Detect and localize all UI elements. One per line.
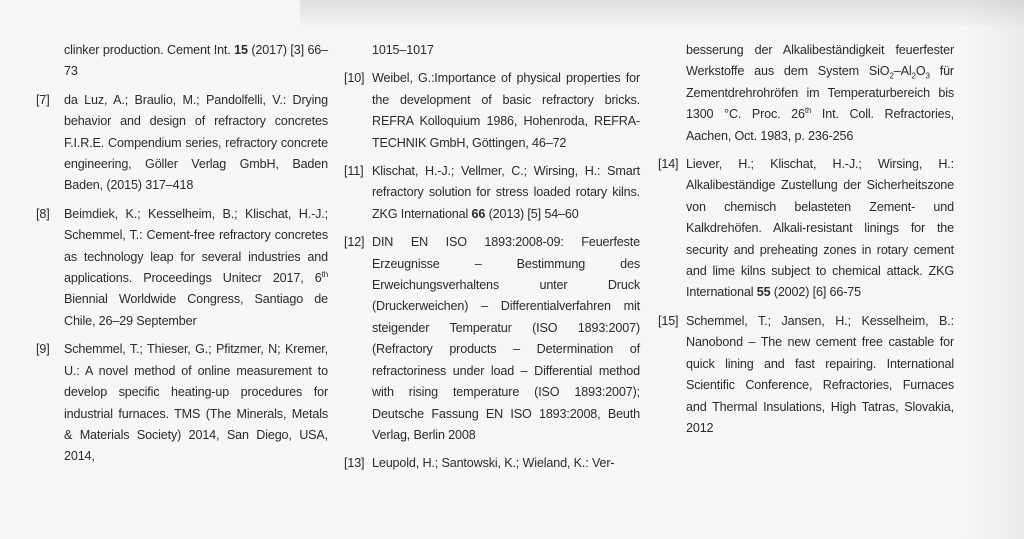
reference-text: Biennial Worldwide Congress, Santiago de Chile, 26–29 September <box>64 292 328 328</box>
reference-column <box>344 40 640 482</box>
reference-continuation <box>344 40 640 61</box>
reference-text: 3 <box>925 71 930 81</box>
reference-text: Schemmel, T.; Thieser, G.; Pfitzmer, N; Kremer, U.: A novel method of online measurement to develop specific heating-up procedures for industrial furnaces. TMS (The Minerals, Metals & Materials Society) 2014, San Diego, USA, 2014, <box>64 342 328 464</box>
reference-text: 2 <box>911 71 916 81</box>
reference-text: clinker production. Cement Int. <box>64 43 235 57</box>
reference-entry <box>344 68 640 154</box>
reference-text: Beimdiek, K.; Kesselheim, B.; Klischat, H.-J.; Schemmel, T.: Cement-free refractory concretes as technology leap for several industries and applications. Proceedings Unitecr 2017, 6 <box>64 206 328 286</box>
reference-text: (2002) [6] 66-75 <box>770 285 862 300</box>
reference-number: [10] <box>344 71 365 86</box>
reference-text: Weibel, G.:Importance of physical properties for the development of basic refractory bricks. REFRA Kolloquium 1986, Hohenroda, REFRA-TECHNIK GmbH, Göttingen, 46–72 <box>372 71 640 150</box>
reference-text: (2013) [5] 54–60 <box>485 206 579 221</box>
reference-number: [12] <box>344 235 365 250</box>
reference-text: DIN EN ISO 1893:2008-09: Feuerfeste Erzeugnisse – Bestimmung des Erweichungsverhaltens unter Druck (Druckerweichen) – Differentialverfahren mit steigender Temperatur (ISO 1893:2007) (Refractory products – Determination of refractoriness under load – Differential method with rising temperature (ISO 1893:2007); Deutsche Fassung EN ISO 1893:2008, Beuth Verlag, Berlin 2008 <box>372 235 640 442</box>
reference-number: [7] <box>36 92 50 107</box>
reference-continuation <box>658 40 954 147</box>
reference-text: 2 <box>889 71 894 81</box>
reference-text: th <box>321 269 328 279</box>
reference-text: Leupold, H.; Santowski, K.; Wieland, K.: Ver- <box>372 456 615 471</box>
reference-number: [14] <box>658 157 679 172</box>
reference-text: Schemmel, T.; Jansen, H.; Kesselheim, B.: Nanobond – The new cement free castable for quick lining and fast repairing. International Scientific Conference, Refractories, Furnaces and Thermal Insulations, High Tatras, Slovakia, 2012 <box>686 313 954 435</box>
show-through-shadow <box>300 0 1024 26</box>
reference-number: [8] <box>36 206 50 221</box>
reference-text: O <box>915 64 926 79</box>
reference-continuation <box>36 40 328 83</box>
reference-text: 15 <box>234 43 248 57</box>
reference-number: [13] <box>344 456 365 471</box>
reference-text: (2017) [3] 66–73 <box>64 43 328 79</box>
reference-entry <box>36 204 328 332</box>
reference-entry <box>344 453 640 474</box>
reference-number: [11] <box>344 164 364 179</box>
reference-text: besserung der Alkalibeständigkeit feuerfester Werkstoffe aus dem System SiO <box>686 43 954 79</box>
reference-entry <box>36 90 328 197</box>
reference-number: [9] <box>36 342 50 357</box>
page-edge-shadow <box>964 0 1024 539</box>
reference-text: da Luz, A.; Braulio, M.; Pandolfelli, V.: Drying behavior and design of refractory concretes F.I.R.E. Compendium series, refractory concrete engineering, Göller Verlag GmbH, Baden Baden, (2015) 317–418 <box>64 92 328 193</box>
reference-entry <box>658 311 954 439</box>
reference-text: Int. Coll. Refractories, Aachen, Oct. 1983, p. 236-256 <box>686 107 954 143</box>
reference-text: 55 <box>756 285 771 300</box>
reference-entry <box>658 154 954 304</box>
reference-text: Liever, H.; Klischat, H.-J.; Wirsing, H.: Alkalibeständige Zustellung der Sicherheitszone von chemisch belasteten Zement- und Kalkdrehöfen. Alkali-resistant linings for the security and preheating zones in rotary cement and lime kilns subject to chemical attack. ZKG International <box>686 157 954 300</box>
reference-text: –Al <box>893 64 912 79</box>
reference-text: th <box>804 106 812 116</box>
reference-number: [15] <box>658 313 679 328</box>
reference-column <box>36 40 328 475</box>
reference-entry <box>344 232 640 446</box>
reference-entry <box>36 339 328 467</box>
reference-column <box>658 40 954 446</box>
reference-text: 66 <box>471 206 486 221</box>
reference-text: für Zementdrehrohröfen im Temperaturbereich bis 1300 °C. Proc. 26 <box>686 64 954 122</box>
reference-entry <box>344 161 640 225</box>
reference-text: Klischat, H.-J.; Vellmer, C.; Wirsing, H.: Smart refractory solution for stress loaded rotary kilns. ZKG International <box>372 164 640 221</box>
reference-text: 1015–1017 <box>372 43 434 57</box>
